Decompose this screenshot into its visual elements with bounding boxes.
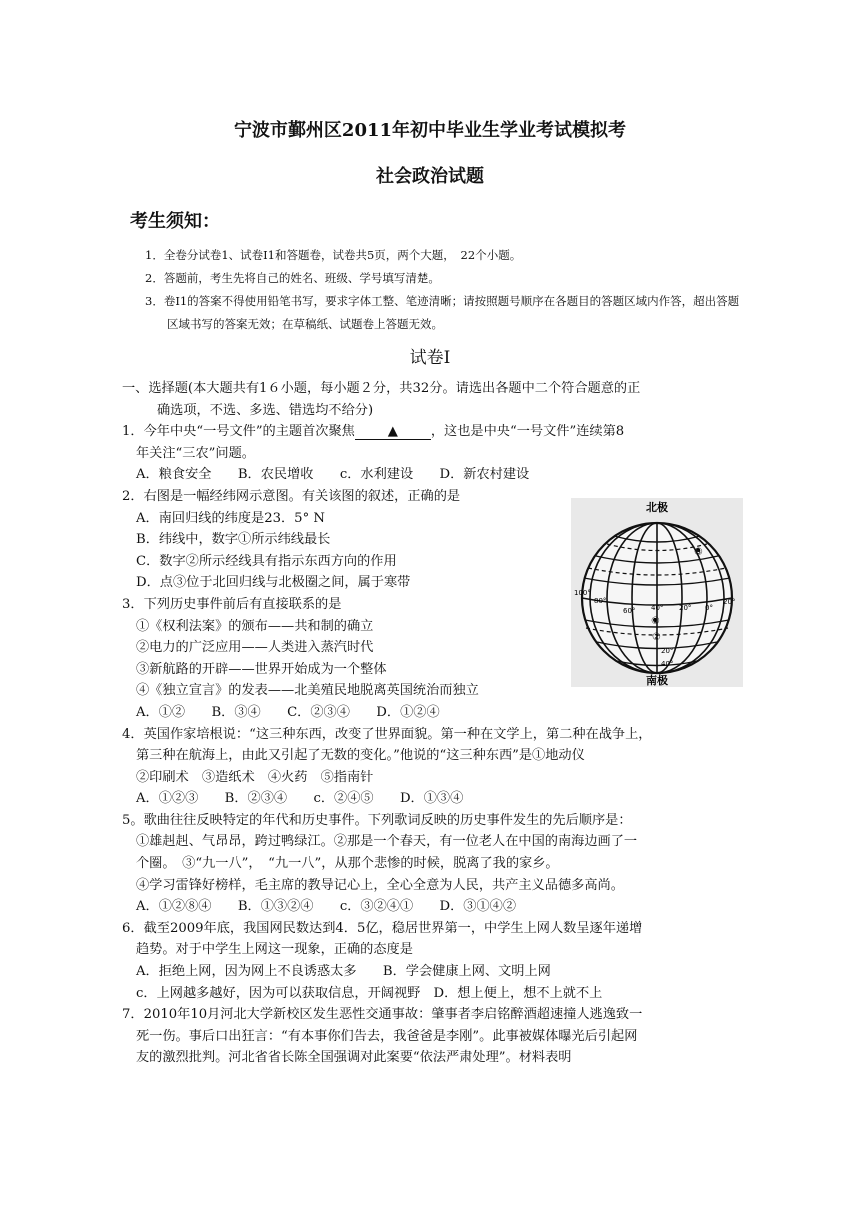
marker-2: ② [652, 632, 661, 643]
question-2-option-d: D．点③位于北回归线与北极圈之间，属于寒带 [136, 575, 411, 591]
marker-1: ① [651, 616, 660, 627]
question-7-stem: 7．2010年10月河北大学新校区发生恶性交通事故：肇事者李启铭醉酒超速撞人逃逸致一 [122, 1007, 643, 1023]
question-3-stem: 3．下列历史事件前后有直接联系的是 [122, 596, 342, 612]
longitude-label: 20° [679, 604, 692, 612]
question-4-stem-cont: ②印刷术 ③造纸术 ④火药 ⑤指南针 [136, 769, 374, 785]
question-1-stem-a: 1．今年中央“一号文件”的主题首次聚焦 [122, 424, 355, 440]
question-4-stem-cont: 第三种在航海上，由此又引起了无数的变化。”他说的“这三种东西”是①地动仪 [136, 748, 585, 764]
longitude-label: 20° [723, 598, 736, 606]
page-title: 宁波市鄞州区2011年初中毕业生学业考试模拟考 [233, 120, 627, 141]
question-3-item: ④《独立宣言》的发表——北美殖民地脱离英国统治而独立 [136, 683, 479, 699]
north-pole-label: 北极 [646, 501, 668, 514]
longitude-label: 0° [705, 604, 713, 612]
notice-item: 3．卷I1的答案不得使用铅笔书写，要求字体工整、笔迹清晰；请按照题号顺序在各题目的答题区域内作答，超出答题区域书写的答案无效；在草稿纸、试题卷上答题无效。 [145, 294, 740, 331]
question-7-stem-cont: 友的激烈批判。河北省省长陈全国强调对此案要“依法严肃处理”。材料表明 [136, 1050, 572, 1066]
question-1-options: A．粮食安全 B．农民增收 c．水利建设 D．新农村建设 [136, 467, 530, 483]
question-6-stem-cont: 趋势。对于中学生上网这一现象，正确的态度是 [136, 942, 413, 958]
question-6-options-cd: c．上网越多越好，因为可以获取信息，开阔视野 D．想上便上，想不上就不上 [136, 985, 603, 1001]
notice-item: 2．答题前，考生先将自己的姓名、班级、学号填写清楚。 [145, 271, 440, 285]
section-title: 试卷Ⅰ [409, 348, 451, 368]
graticule-figure [571, 498, 743, 687]
answer-blank: ▲ [355, 425, 431, 440]
latitude-label: 40° [661, 660, 674, 668]
question-5-stem: 5。歌曲往往反映特定的年代和历史事件。下列歌词反映的历史事件发生的先后顺序是： [122, 812, 632, 828]
notice-heading: 考生须知： [130, 211, 220, 232]
question-7-stem-cont: 死一伤。事后口出狂言：“有本事你们告去，我爸爸是李刚”。此事被媒体曝光后引起网 [136, 1028, 638, 1044]
question-1-stem-b: ，这也是中央“一号文件”连续第8 [430, 424, 625, 440]
question-2-option-b: B．纬线中，数字①所示纬线最长 [136, 532, 331, 548]
question-5-stem-cont: ①雄赳赳、气昂昂，跨过鸭绿江。②那是一个春天，有一位老人在中国的南海边画了一 [136, 834, 638, 850]
section-intro: 一、选择题(本大题共有1６小题，每小题２分，共32分。请选出各题中二个符合题意的正 [122, 381, 641, 396]
question-3-item: ①《权利法案》的颁布——共和制的确立 [136, 618, 374, 634]
question-4-stem: 4．英国作家培根说：“这三种东西，改变了世界面貌。第一种在文学上，第二种在战争上， [122, 726, 652, 742]
question-body [122, 378, 742, 1069]
question-3-item: ③新航路的开辟——世界开始成为一个整体 [136, 661, 387, 677]
longitude-label: 40° [651, 604, 664, 612]
page-subtitle: 社会政治试题 [376, 166, 484, 187]
question-5-options: A．①②⑧④ B．①③②④ c．③②④① D．③①④② [136, 899, 517, 915]
south-pole-label: 南极 [646, 674, 668, 687]
longitude-label: 60° [623, 607, 636, 615]
question-3-options: A．①② B．③④ C．②③④ D．①②④ [136, 704, 440, 720]
notice-item: 1．全卷分试卷1、试卷I1和答题卷，试卷共5页，两个大题， 22个小题。 [145, 248, 522, 262]
question-1-stem-cont: 年关注“三农”问题。 [136, 445, 255, 461]
question-6-options-ab: A．拒绝上网，因为网上不良诱惑太多 B．学会健康上网、文明上网 [136, 964, 551, 980]
question-5-stem-cont: 个圈。 ③“九一八”， “九一八”，从那个悲惨的时候，脱离了我的家乡。 [136, 856, 559, 872]
question-2-option-a: A．南回归线的纬度是23．5° N [136, 510, 325, 526]
question-5-stem-cont: ④学习雷锋好榜样，毛主席的教导记心上，全心全意为人民，共产主义品德多高尚。 [136, 877, 624, 893]
question-3-item: ②电力的广泛应用——人类进入蒸汽时代 [136, 640, 374, 656]
question-1-stem [122, 421, 742, 443]
question-2-stem: 2．右图是一幅经纬网示意图。有关该图的叙述，正确的是 [122, 488, 461, 504]
section-intro-cont: 确选项，不选、多选、错选均不给分) [157, 402, 374, 418]
marker-3: ③ [694, 547, 703, 558]
notice-list [145, 244, 745, 336]
question-2-option-c: C．数字②所示经线具有指示东西方向的作用 [136, 553, 397, 569]
longitude-label: 100° [574, 589, 591, 597]
question-4-options: A．①②③ B．②③④ c．②④⑤ D．①③④ [136, 791, 464, 807]
longitude-label: 80° [594, 597, 607, 605]
latitude-label: 20° [661, 647, 674, 655]
question-6-stem: 6．截至2009年底，我国网民数达到4．5亿，稳居世界第一，中学生上网人数呈逐年递增 [122, 920, 643, 936]
